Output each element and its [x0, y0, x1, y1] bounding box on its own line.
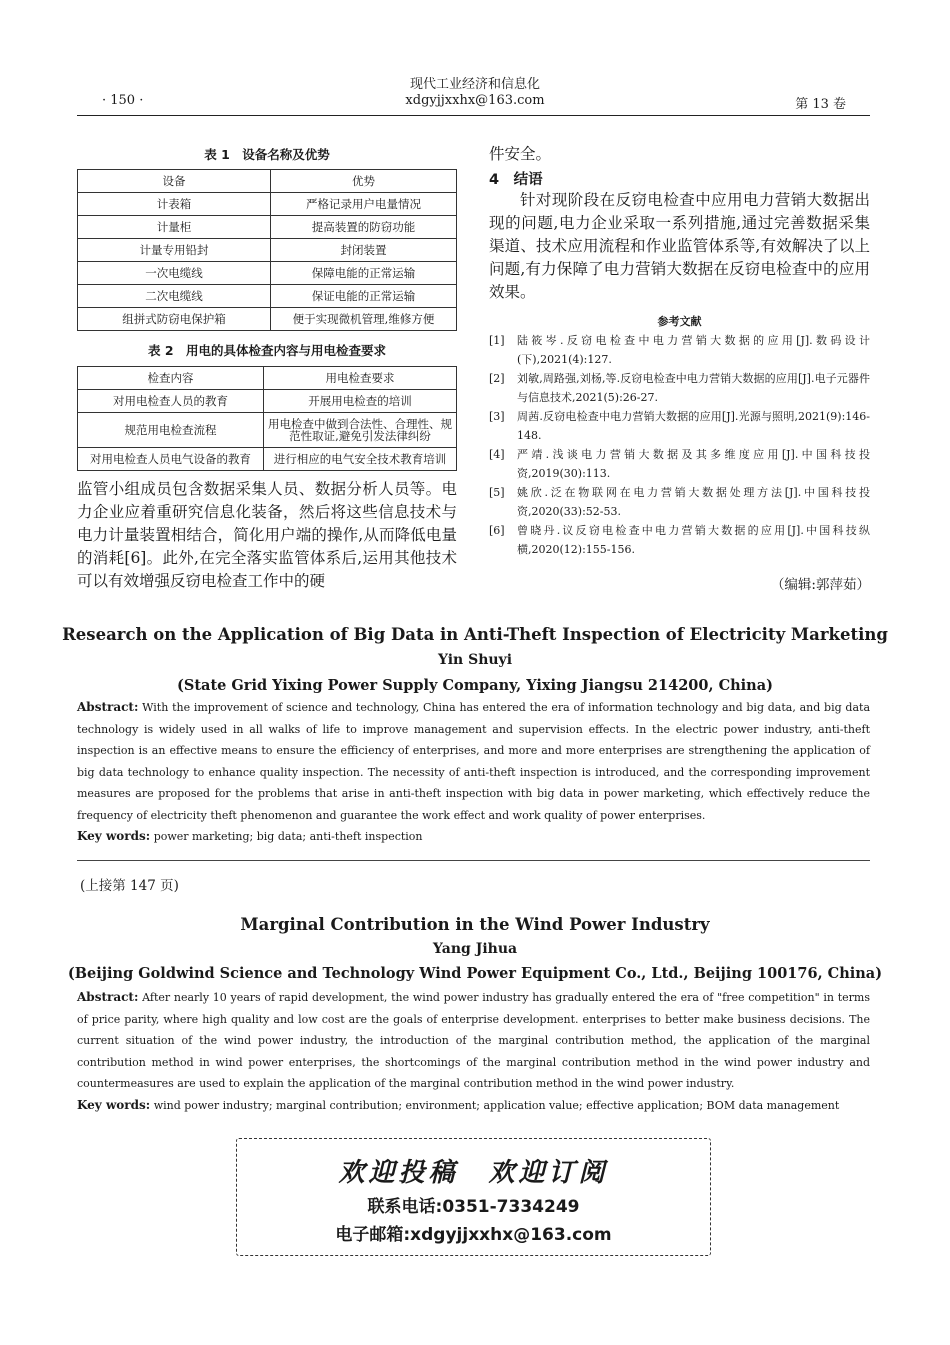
reference-text: 刘敏,周路强,刘杨,等.反窃电检查中电力营销大数据的应用[J].电子元器件与信息技术,2021(5):26-27. [517, 372, 870, 404]
table-header-cell: 优势 [271, 170, 457, 193]
abstract2-affiliation: (Beijing Goldwind Science and Technology Wind Power Equipment Co., Ltd., Beijing 100176, China) [67, 965, 883, 982]
reference-text: 严靖.浅谈电力营销大数据及其多维度应用[J].中国科技投资,2019(30):113. [517, 448, 870, 480]
table-cell: 二次电缆线 [78, 285, 271, 308]
table2-caption: 表 2 用电的具体检查内容与用电检查要求 [147, 343, 387, 358]
reference-number: [4] [489, 448, 505, 461]
table-row [78, 390, 457, 413]
continued-note: (上接第 147 页) [80, 878, 179, 894]
abstract1-author: Yin Shuyi [437, 652, 513, 668]
table-header-cell: 用电检查要求 [264, 367, 457, 390]
abstract2-body [77, 987, 870, 1095]
abstract-text: After nearly 10 years of rapid development, the wind power industry has gradually entered the era of "free competition" in terms of price parity, where high quality and low cost are the goals of enterprise development. enterprises to better make business decisions. The current situation of the wind power industry, the introduction of the marginal contribution method, the application of the marginal contribution method in wind power enterprises, the shortcomings of the marginal contribution method in the wind power industry and countermeasures are used to explain the application of the marginal contribution method in the wind power industry. [77, 991, 871, 1090]
abstract-label: Abstract: [77, 990, 139, 1004]
abstract1-affiliation: (State Grid Yixing Power Supply Company, Yixing Jiangsu 214200, China) [177, 677, 773, 694]
table-cell: 封闭装置 [271, 239, 457, 262]
reference-number: [6] [489, 524, 505, 537]
table-cell: 计表箱 [78, 193, 271, 216]
reference-item [489, 483, 870, 521]
table-row [78, 308, 457, 331]
reference-item [489, 407, 870, 445]
abstract-text: With the improvement of science and technology, China has entered the era of information technology and big data, and big data technology is widely used in all walks of life to improve management and supervision effects. In the electric power industry, anti-theft inspection is an effective means to ensure the efficiency of enterprises, and more and more enterprises are strengthening the application of big data technology to enhance quality inspection. The necessity of anti-theft inspection is introduced, and the corresponding improvement measures are proposed for the problems that arise in anti-theft inspection with big data in power marketing, which effectively reduce the frequency of electricity theft phenomenon and guarantee the work effect and work quality of power enterprises. [77, 701, 871, 822]
references-title: 参考文献 [657, 315, 702, 328]
conclusion-paragraph: 针对现阶段在反窃电检查中应用电力营销大数据出现的问题,电力企业采取一系列措施,通过完善数据采集渠道、技术应用流程和作业监管体系等,有效解决了以上问题,有力保障了电力营销大数据在反窃电检查中的应用效果。 [489, 191, 870, 301]
journal-email: xdgyjjxxhx@163.com [405, 93, 545, 108]
page-number: · 150 · [102, 93, 144, 108]
reference-number: [5] [489, 486, 505, 499]
reference-text: 曾晓丹.议反窃电检查中电力营销大数据的应用[J].中国科技纵横,2020(12):155-156. [517, 524, 870, 556]
table-cell: 组拼式防窃电保护箱 [78, 308, 271, 331]
table-cell: 用电检查中做到合法性、合理性、规范性取证,避免引发法律纠纷 [264, 413, 457, 448]
keywords-text: power marketing; big data; anti-theft inspection [153, 830, 423, 843]
table-header-row [78, 170, 457, 193]
table-cell: 进行相应的电气安全技术教育培训 [264, 448, 457, 471]
table-header-cell: 检查内容 [78, 367, 264, 390]
table-cell: 保证电能的正常运输 [271, 285, 457, 308]
table-cell: 对用电检查人员电气设备的教育 [78, 448, 264, 471]
table-cell: 对用电检查人员的教育 [78, 390, 264, 413]
table-row [78, 285, 457, 308]
reference-number: [2] [489, 372, 505, 385]
keywords-text: wind power industry; marginal contribution; environment; application value; effective application; BOM data management [153, 1099, 840, 1112]
reference-text: 姚欣.泛在物联网在电力营销大数据处理方法[J].中国科技投资,2020(33):52-53. [517, 486, 870, 518]
abstract2-title: Marginal Contribution in the Wind Power Industry [240, 915, 710, 934]
table-cell: 保障电能的正常运输 [271, 262, 457, 285]
abstract1-title: Research on the Application of Big Data in Anti-Theft Inspection of Electricity Marketing [62, 625, 888, 644]
reference-item [489, 521, 870, 559]
left-body-paragraph: 监管小组成员包含数据采集人员、数据分析人员等。电力企业应着重研究信息化装备，然后将这些信息技术与电力计量装置相结合，简化用户端的操作,从而降低电量的消耗[6]。此外,在完全落实监管体系后,运用其他技术可以有效增强反窃电检查工作中的硬 [77, 480, 457, 590]
section-heading: 4 结语 [489, 172, 543, 188]
table1 [77, 169, 457, 331]
keywords-label: Key words: [77, 829, 151, 843]
abstract-label: Abstract: [77, 700, 139, 714]
table-header-cell: 设备 [78, 170, 271, 193]
table-cell: 规范用电检查流程 [78, 413, 264, 448]
journal-title: 现代工业经济和信息化 [409, 77, 540, 92]
table-cell: 开展用电检查的培训 [264, 390, 457, 413]
table-row [78, 239, 457, 262]
reference-list [489, 331, 870, 559]
reference-text: 周茜.反窃电检查中电力营销大数据的应用[J].光源与照明,2021(9):146-148. [517, 410, 870, 442]
reference-item [489, 445, 870, 483]
table-row [78, 216, 457, 239]
editor-note: （编辑:郭萍茹） [770, 577, 870, 593]
abstract1-keywords [77, 829, 870, 843]
notice-welcome: 欢迎投稿 欢迎订阅 [338, 1158, 609, 1188]
keywords-label: Key words: [77, 1098, 151, 1112]
reference-number: [1] [489, 334, 505, 347]
reference-item [489, 331, 870, 369]
table-row [78, 413, 457, 448]
table-row [78, 448, 457, 471]
table-cell: 计量柜 [78, 216, 271, 239]
notice-email: 电子邮箱:xdgyjjxxhx@163.com [335, 1225, 612, 1245]
table-header-row [78, 367, 457, 390]
table-cell: 便于实现微机管理,维修方便 [271, 308, 457, 331]
table-row [78, 193, 457, 216]
table2 [77, 366, 457, 471]
header-divider [77, 115, 870, 116]
table-row [78, 262, 457, 285]
reference-number: [3] [489, 410, 505, 423]
reference-text: 陆筱岑.反窃电检查中电力营销大数据的应用[J].数码设计(下),2021(4):127. [517, 334, 870, 366]
reference-item [489, 369, 870, 407]
table-cell: 一次电缆线 [78, 262, 271, 285]
abstract2-author: Yang Jihua [432, 941, 518, 957]
section-divider [77, 860, 870, 861]
table1-caption: 表 1 设备名称及优势 [204, 147, 330, 162]
table-cell: 提高装置的防窃功能 [271, 216, 457, 239]
table-cell: 严格记录用户电量情况 [271, 193, 457, 216]
notice-phone: 联系电话:0351-7334249 [367, 1197, 580, 1217]
table-cell: 计量专用铅封 [78, 239, 271, 262]
abstract1-body [77, 697, 870, 826]
volume-label: 第 13 卷 [795, 97, 846, 112]
abstract2-keywords [77, 1098, 870, 1112]
continuation-text: 件安全。 [489, 145, 552, 163]
